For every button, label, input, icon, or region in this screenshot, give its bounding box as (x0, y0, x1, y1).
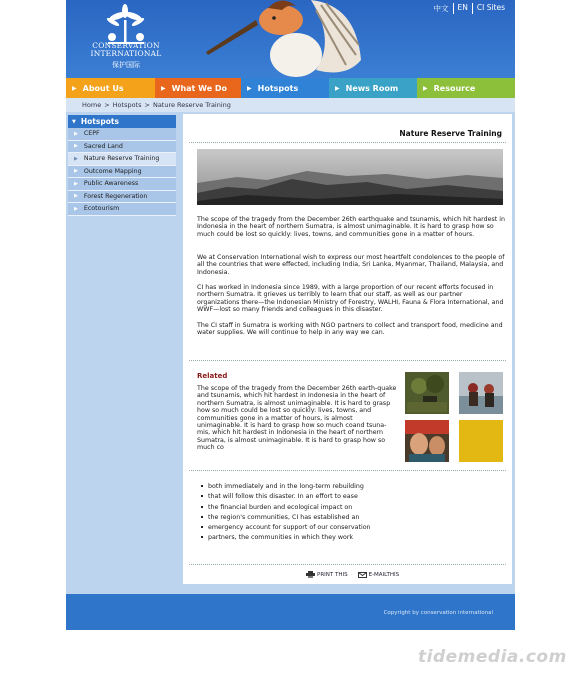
sidebar-item-label: Outcome Mapping (83, 167, 142, 175)
divider (189, 564, 506, 565)
breadcrumb-home[interactable]: Home (82, 101, 102, 109)
bullet-arrow-icon: ▶ (74, 193, 78, 200)
header-banner (66, 0, 515, 78)
site-container (66, 0, 515, 630)
sidebar-item-label: Sacred Land (83, 142, 123, 150)
sidebar-item-cepf[interactable] (68, 128, 176, 141)
breadcrumb-separator: > (104, 101, 110, 109)
nav-hotspots[interactable] (241, 78, 329, 98)
sidebar-item-label: Public Awareness (83, 180, 139, 188)
watermark-text: tidemedia.com (418, 647, 567, 667)
bullet-arrow-icon: ▶ (74, 143, 78, 150)
palm-tree-logo-icon[interactable] (100, 4, 152, 46)
sidebar-item-ecotourism[interactable] (68, 203, 176, 216)
page-actions (306, 571, 399, 578)
sidebar-item-label: Nature Reserve Training (83, 155, 160, 163)
related-thumbnail-3[interactable] (405, 420, 449, 462)
nav-news-room[interactable] (329, 78, 417, 98)
footer (66, 594, 515, 630)
related-heading: Related (197, 372, 228, 380)
main-nav (66, 78, 515, 98)
mountain-landscape-image (197, 149, 503, 205)
logo-chinese: 保护国际 (112, 61, 140, 69)
bullet-arrow-icon: ▶ (74, 205, 78, 212)
list-item: emergency account for support of our conservation (201, 523, 401, 533)
printer-icon (306, 571, 315, 578)
sidebar-item-label: CEPF (83, 130, 100, 138)
print-label: PRINT THIS (317, 571, 348, 578)
logo-line-2: INTERNATIONAL (90, 49, 162, 58)
breadcrumb-current: Nature Reserve Training (152, 101, 231, 109)
related-thumbnail-1[interactable] (405, 372, 449, 414)
list-item: both immediately and in the long-term rebuilding (201, 482, 401, 492)
language-links (430, 3, 510, 14)
sidebar-item-forest-regeneration[interactable] (68, 191, 176, 204)
related-thumbnail-4[interactable] (459, 420, 503, 462)
copyright-text: Copyright by conservation international (383, 610, 493, 616)
hoopoe-bird-image (196, 0, 366, 78)
page-title: Nature Reserve Training (399, 129, 502, 138)
bullet-list (201, 482, 401, 544)
sidebar-heading (68, 115, 176, 128)
lang-chinese-link[interactable]: 中文 (433, 4, 449, 13)
breadcrumb-separator: > (144, 101, 150, 109)
sidebar-list (68, 128, 176, 216)
print-this-button[interactable] (306, 571, 348, 578)
nav-label: News Room (345, 83, 399, 93)
related-paragraph: The scope of the tragedy from the December 26th earth-quake and tsunamis, which hit hardest in Indonesia in the heart of northern Sumatra, is almost unimaginable. It is hard to grasp how so much could be lost so quickly: lives, towns, and communities gone in a matter of hours, is almost unimaginable. It is hard to grasp how so much coand tsuna-mis, which hit hardest in Indonesia in the heart of northern Sumatra, is almost unimaginable. It is hard to grasp how so much co (197, 385, 397, 452)
nav-label: What We Do (171, 83, 228, 93)
sidebar-item-label: Ecotourism (83, 205, 120, 213)
nav-what-we-do[interactable] (155, 78, 241, 98)
divider (189, 142, 506, 143)
list-item: that will follow this disaster. In an effort to ease (201, 492, 401, 502)
nav-arrow-icon: ▶ (72, 84, 77, 92)
list-item: the region's communities, CI has established an (201, 513, 401, 523)
bullet-arrow-icon: ▶ (74, 168, 78, 175)
bullet-arrow-icon: ▶ (74, 130, 78, 137)
nav-arrow-icon: ▶ (247, 84, 252, 92)
nav-resource[interactable] (417, 78, 515, 98)
sidebar-item-label: Forest Regeneration (83, 192, 148, 200)
nav-about-us[interactable] (66, 78, 155, 98)
chevron-down-icon: ▼ (72, 118, 76, 125)
envelope-icon (358, 572, 367, 578)
sidebar-heading-label: Hotspots (80, 117, 119, 126)
lang-english-link[interactable]: EN (453, 3, 472, 14)
logo-wordmark (76, 42, 176, 58)
sidebar (66, 112, 181, 594)
bullet-arrow-icon: ▶ (74, 155, 78, 162)
sidebar-item-public-awareness[interactable] (68, 178, 176, 191)
divider (189, 360, 506, 361)
sidebar-item-nature-reserve-training[interactable] (68, 153, 176, 166)
related-thumbnail-2[interactable] (459, 372, 503, 414)
breadcrumb-hotspots[interactable]: Hotspots (112, 101, 142, 109)
email-label: E-MAILTHIS (368, 571, 400, 578)
nav-arrow-icon: ▶ (161, 84, 166, 92)
body-paragraph: CI has worked in Indonesia since 1989, with a large proportion of our recent efforts focused in northern Sumatra. It grieves us terribly to learn that our staff, as well as our partner organizations there—the Indonesian Ministry of Forestry, WALHI, Fauna & Flora International, and WWF—lost so many friends and colleagues in this disaster. (197, 284, 504, 314)
list-item: partners, the communities in which they work (201, 533, 401, 543)
nav-label: About Us (82, 83, 124, 93)
main-content (183, 114, 512, 584)
bullet-arrow-icon: ▶ (74, 180, 78, 187)
body-paragraph: We at Conservation International wish to express our most heartfelt condolences to the people of all the countries that were effected, including India, Sri Lanka, Myanmar, Thailand, Malaysia, and Indonesia. (197, 254, 505, 276)
nav-label: Hotspots (257, 83, 299, 93)
nav-arrow-icon: ▶ (335, 84, 340, 92)
sidebar-item-sacred-land[interactable] (68, 141, 176, 154)
body-paragraph: The CI staff in Sumatra is working with NGO partners to collect and transport food, medicine and water supplies. We will continue to help in any way we can. (197, 322, 503, 337)
sidebar-item-outcome-mapping[interactable] (68, 166, 176, 179)
list-item: the financial burden and ecological impact on (201, 503, 401, 513)
nav-arrow-icon: ▶ (423, 84, 428, 92)
logo-line-1: CONSERVATION (92, 41, 160, 50)
email-this-button[interactable] (358, 571, 400, 578)
divider (189, 470, 506, 471)
breadcrumb (66, 98, 515, 112)
body-paragraph: The scope of the tragedy from the December 26th earthquake and tsunamis, which hit hardest in Indonesia in the heart of northern Sumatra, is almost unimaginable. It is hard to grasp how so much could be lost so quickly: lives, towns, and communities gone in a matter of hours. (197, 216, 505, 238)
nav-label: Resource (433, 83, 476, 93)
ci-sites-link[interactable]: CI Sites (472, 3, 509, 14)
